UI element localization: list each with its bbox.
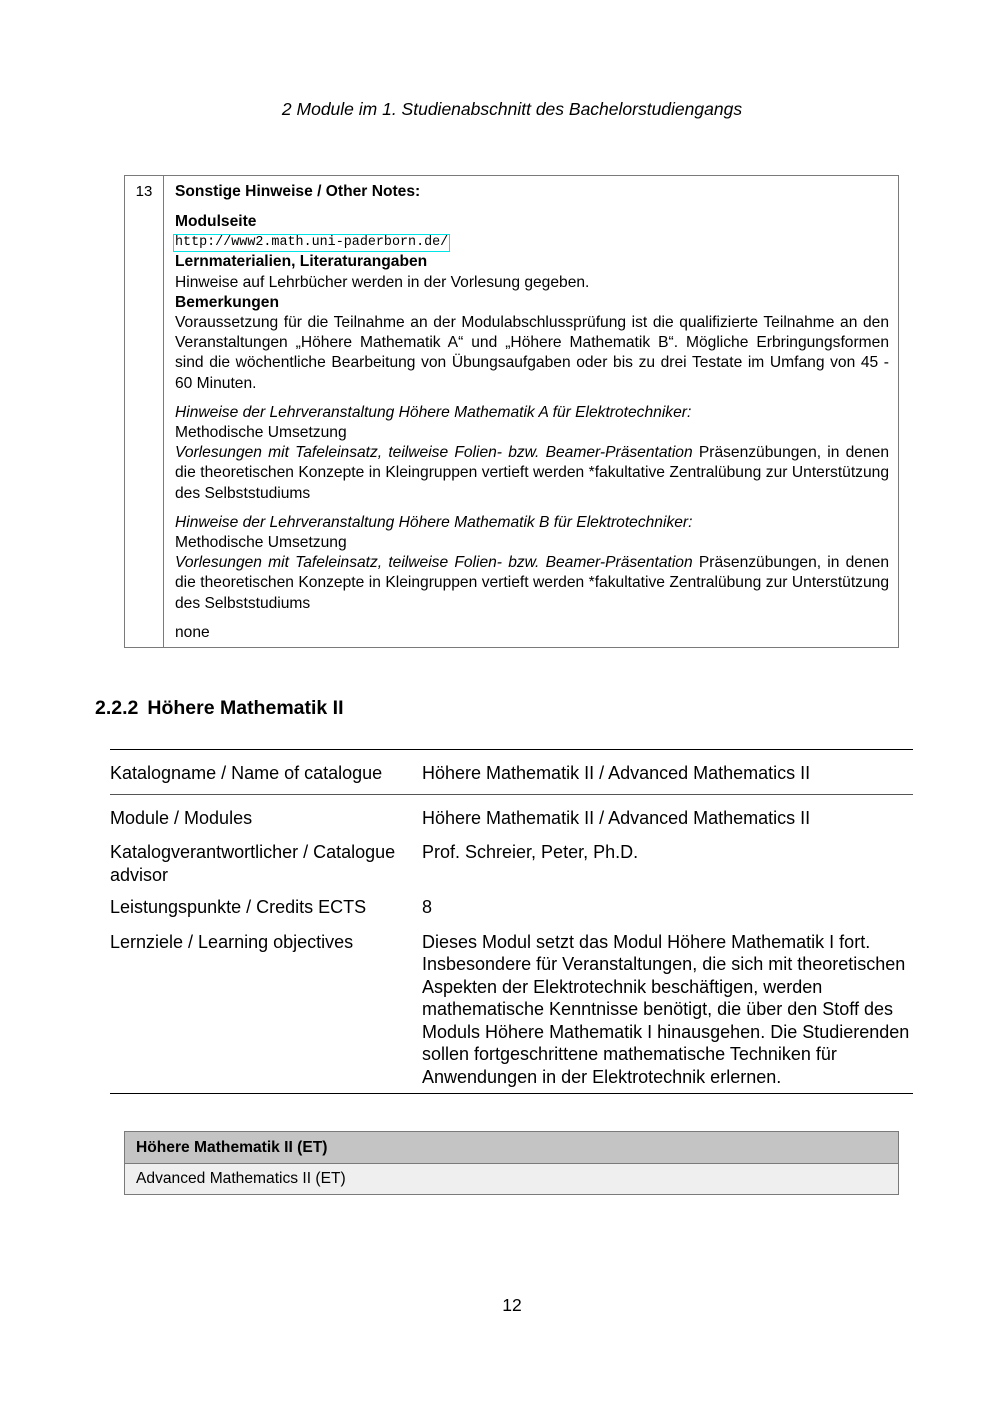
page-number: 12 [502,1295,522,1315]
course-b-hint: Hinweise der Lehrveranstaltung Höhere Mathematik B für Elektrotechniker: [175,513,693,531]
modulseite-label: Modulseite [175,213,257,231]
course-a-method-label: Methodische Umsetzung [175,424,347,442]
catalogue-header-value: Höhere Mathematik II / Advanced Mathematics II [422,763,811,783]
course-box [124,1131,899,1195]
course-a-method-text [175,443,889,504]
row-value: 8 [422,897,433,917]
course-b-method-rest: Präsenzübungen, in denen die theoretischen Konzepte in Kleingruppen vertieft werden *fakultative Zentralübung zur Unterstützung des Selbststudiums [175,554,889,612]
row-value: Prof. Schreier, Peter, Ph.D. [422,842,639,862]
section-number: 2.2.2 [95,697,139,719]
course-b-method-text [175,553,889,614]
course-title: Höhere Mathematik II (ET) [125,1132,898,1164]
running-header: 2 Module im 1. Studienabschnitt des Bachelorstudiengangs [281,99,743,119]
lernmaterialien-label: Lernmaterialien, Literaturangaben [175,253,428,271]
course-subtitle: Advanced Mathematics II (ET) [125,1164,898,1194]
catalogue-table [110,749,913,1094]
catalogue-header-row [110,750,913,794]
notes-body [175,176,889,643]
course-a-method-italic: Vorlesungen mit Tafeleinsatz, teilweise Folien- bzw. Beamer-Präsentation [175,444,693,462]
section-title: Höhere Mathematik II [147,697,344,719]
section-heading [95,697,344,720]
row-value: Höhere Mathematik II / Advanced Mathematics II [422,807,811,828]
lernmaterialien-text: Hinweise auf Lehrbücher werden in der Vorlesung gegeben. [175,273,590,291]
course-b-method-italic: Vorlesungen mit Tafeleinsatz, teilweise Folien- bzw. Beamer-Präsentation [175,554,693,572]
bemerkungen-label: Bemerkungen [175,293,279,311]
row-label: Lernziele / Learning objectives [110,931,354,952]
row-label: Leistungspunkte / Credits ECTS [110,897,367,917]
table-row [110,919,913,1094]
catalogue-header-label: Katalogname / Name of catalogue [110,763,383,783]
module-page-link[interactable]: http://www2.math.uni-paderborn.de/ [175,235,449,251]
course-a-method-rest: Präsenzübungen, in denen die theoretischen Konzepte in Kleingruppen vertieft werden *fakultative Zentralübung zur Unterstützung des Selbststudiums [175,444,889,502]
course-b-method-label: Methodische Umsetzung [175,534,347,552]
notes-table [124,175,899,648]
course-a-hint: Hinweise der Lehrveranstaltung Höhere Mathematik A für Elektrotechniker: [175,403,692,421]
bemerkungen-text: Voraussetzung für die Teilnahme an der Modulabschlussprüfung ist die qualifizierte Teilnahme an den Veranstaltungen „Höhere Mathematik A“ und „Höhere Mathematik B“. Mögliche Erbringungsformen sind die wöchentliche Bearbeitung von Übungsaufgaben oder bis zu drei Testate im Umfang von 45 - 60 Minuten. [175,314,889,392]
notes-closing: none [175,623,210,641]
notes-title: Sonstige Hinweise / Other Notes: [175,183,421,200]
row-number: 13 [125,176,164,647]
row-label: Katalogverantwortlicher / Catalogue advisor [110,842,396,885]
table-row [110,829,913,886]
row-label: Module / Modules [110,807,253,828]
row-value: Dieses Modul setzt das Modul Höhere Mathematik I fort. Insbesondere für Veranstaltungen, die sich mit theoretischen Aspekten der Elektrotechnik beschäftigen, werden mathematische Kenntnisse benötigt, die über den Stoff des Moduls Höhere Mathematik I hinausgehen. Die Studierenden sollen fortgeschrittene mathematische Techniken für Anwendungen in der Elektrotechnik erlernen. [422,931,910,1087]
table-row [110,886,913,919]
table-bottom-rule [110,1093,913,1094]
table-row [110,795,913,830]
